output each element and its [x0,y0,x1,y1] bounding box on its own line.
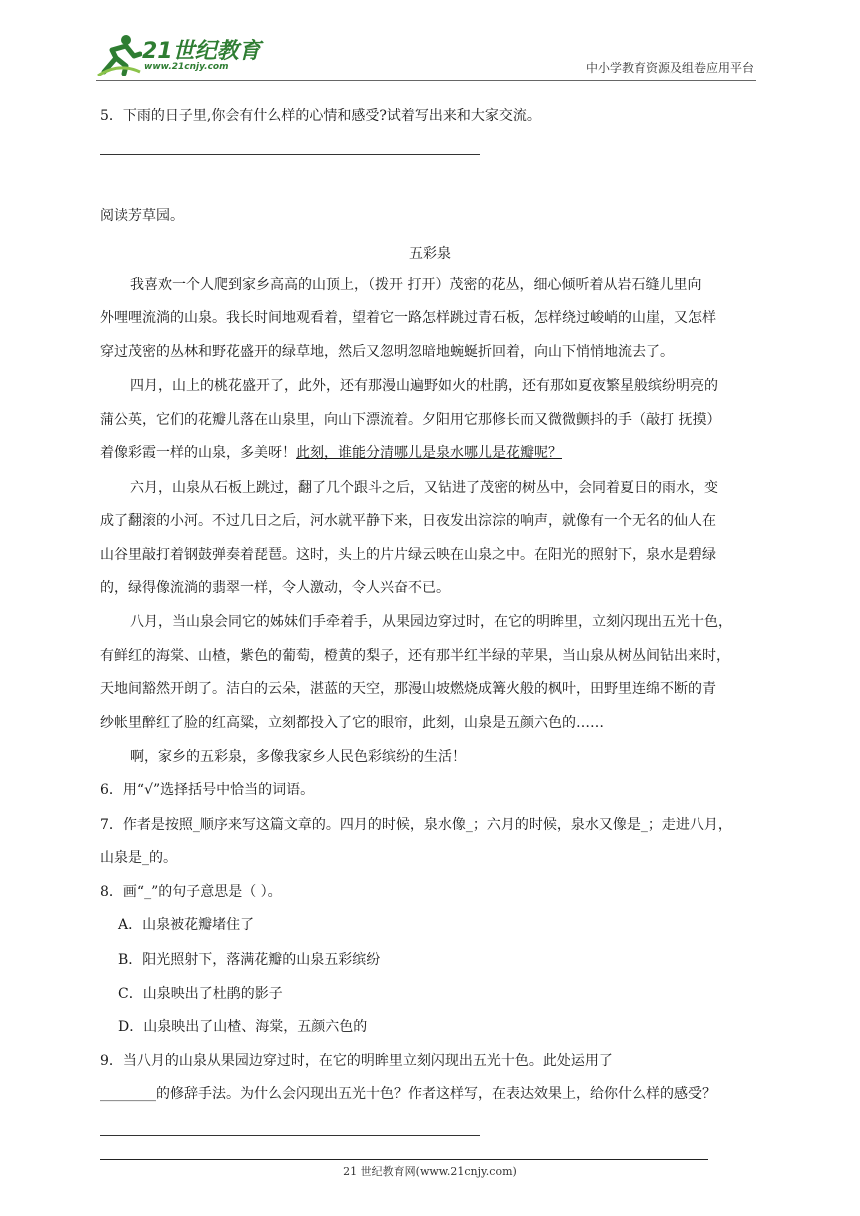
question-7-line-2: 山泉是_的。 [100,850,177,866]
question-9-line-2: ________的修辞手法。为什么会闪现出五光十色？作者这样写，在表达效果上，给你什么样的感受？ [100,1086,716,1102]
passage-p3-line-2: 成了翻滚的小河。不过几日之后，河水就平静下来，日夜发出淙淙的响声，就像有一个无名的仙人在 [100,513,716,529]
footer-divider [100,1159,708,1160]
option-c: C．山泉映出了杜鹃的影子 [118,986,283,1002]
passage-p2-line-2: 蒲公英，它们的花瓣儿落在山泉里，向山下漂流着。夕阳用它那修长而又微微颤抖的手（敲打 抚摸） [100,412,721,428]
passage-p4-line-1: 八月，当山泉会同它的姊妹们手牵着手，从果园边穿过时，在它的明眸里，立刻闪现出五光十色， [130,614,732,630]
runner-logo-icon [96,32,142,76]
footer-text: 21 世纪教育网(www.21cnjy.com) [343,1165,517,1178]
option-a: A．山泉被花瓣堵住了 [118,917,255,933]
header-platform-name: 中小学教育资源及组卷应用平台 [585,61,754,75]
question-9-line-1: 9．当八月的山泉从果园边穿过时，在它的明眸里立刻闪现出五光十色。此处运用了 [100,1053,613,1069]
passage-p2-plain-text: 着像彩霞一样的山泉，多美呀！ [100,445,296,461]
passage-p3-line-4: 的，绿得像流淌的翡翠一样，令人激动，令人兴奋不已。 [100,580,450,596]
passage-p3-line-1: 六月，山泉从石板上跳过，翻了几个跟斗之后，又钻进了茂密的树丛中，会同着夏日的雨水，变 [130,480,718,496]
passage-p2-line-3 [100,443,562,463]
question-6: 6．用“√”选择括号中恰当的词语。 [100,782,315,798]
passage-p4-line-3: 天地间豁然开朗了。洁白的云朵，湛蓝的天空，那漫山坡燃烧成篝火般的枫叶，田野里连绵不断的青 [100,681,716,697]
passage-p1-line-2: 外哩哩流淌的山泉。我长时间地观看着，望着它一路怎样跳过青石板，怎样绕过峻峭的山崖，又怎样 [100,310,716,326]
answer-line-q9 [100,1135,480,1136]
answer-line-q5 [100,154,480,155]
passage-p4-line-4: 纱帐里醉红了脸的红高粱，立刻都投入了它的眼帘，此刻，山泉是五颜六色的…… [100,715,604,731]
passage-p1-line-3: 穿过茂密的丛林和野花盛开的绿草地，然后又忽明忽暗地蜿蜒折回着，向山下悄悄地流去了。 [100,344,674,360]
passage-p5: 啊，家乡的五彩泉，多像我家乡人民色彩缤纷的生活！ [130,749,466,765]
logo-url: www.21cnjy.com [144,62,229,72]
underlined-sentence: 此刻，谁能分清哪儿是泉水哪儿是花瓣呢？ [296,445,562,461]
reading-intro: 阅读芳草园。 [100,208,184,224]
question-8-stem: 8．画“_”的句子意思是（ ）。 [100,884,282,900]
passage-p2-line-1: 四月，山上的桃花盛开了，此外，还有那漫山遍野如火的杜鹃，还有那如夏夜繁星般缤纷明亮的 [130,378,718,394]
question-7-line-1: 7．作者是按照_顺序来写这篇文章的。四月的时候，泉水像_；六月的时候，泉水又像是_；走进八月， [100,817,732,833]
page-header [96,28,756,81]
question-5: 5．下雨的日子里,你会有什么样的心情和感受?试着写出来和大家交流。 [100,108,541,124]
logo [96,32,266,76]
option-d: D．山泉映出了山楂、海棠，五颜六色的 [118,1019,368,1035]
logo-text: 21世纪教育 [142,39,261,64]
passage-p1-line-1: 我喜欢一个人爬到家乡高高的山顶上，（拨开 打开）茂密的花丛，细心倾听着从岩石缝儿里向 [130,277,702,293]
passage-p3-line-3: 山谷里敲打着钢鼓弹奏着琵琶。这时，头上的片片绿云映在山泉之中。在阳光的照射下，泉水是碧绿 [100,547,716,563]
passage-title: 五彩泉 [409,246,451,262]
passage-p4-line-2: 有鲜红的海棠、山楂，紫色的葡萄，橙黄的梨子，还有那半红半绿的苹果，当山泉从树丛间钻出来时， [100,648,730,664]
option-b: B．阳光照射下，落满花瓣的山泉五彩缤纷 [118,952,381,968]
